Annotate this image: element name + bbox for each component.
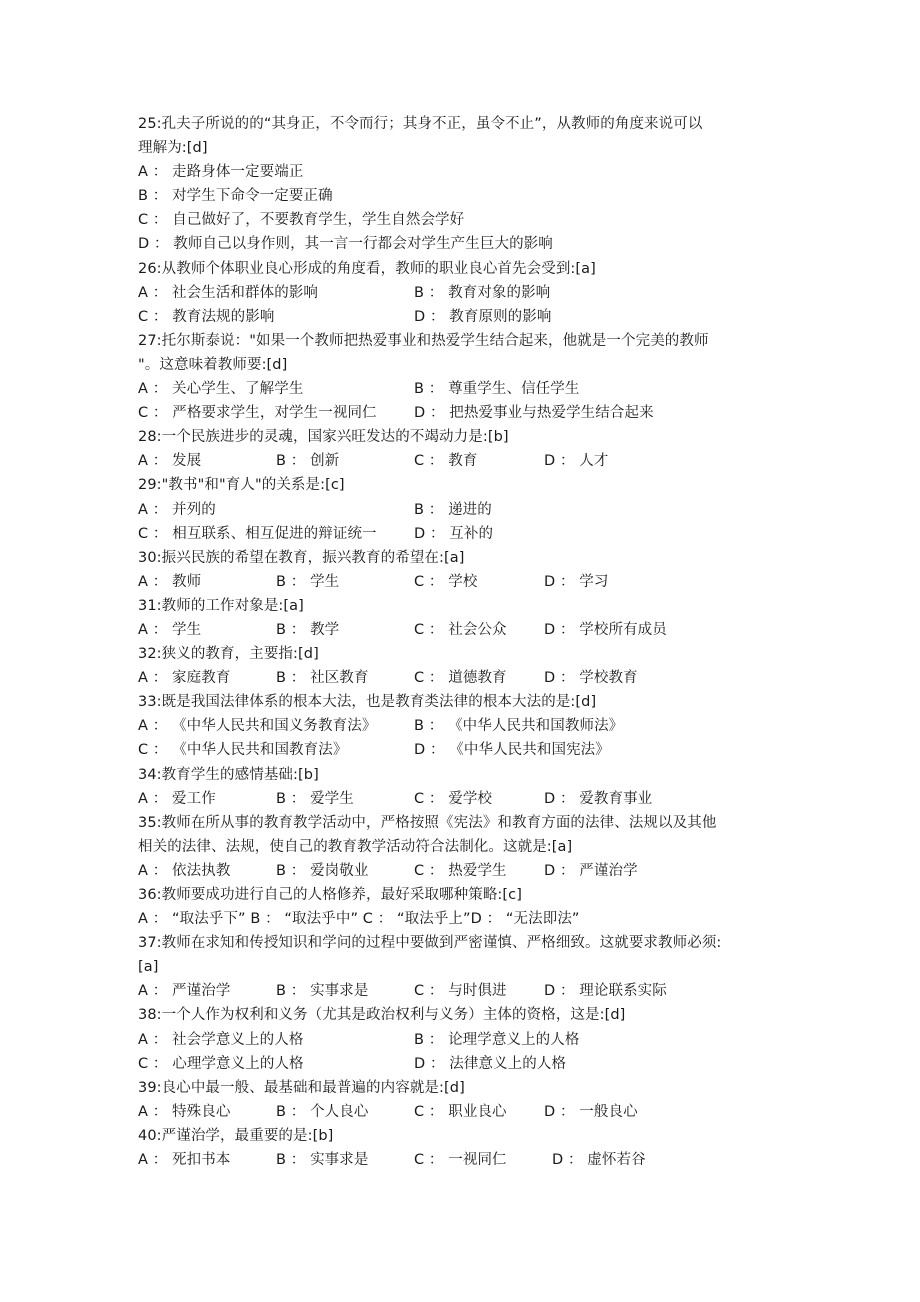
question-31-option-a: A ： 学生 bbox=[138, 621, 202, 638]
question-29-stem: 29:"教书"和"育人"的关系是:[c] bbox=[138, 477, 345, 494]
question-40-stem: 40:严谨治学，最重要的是:[b] bbox=[138, 1127, 334, 1144]
question-37-option-c: C ： 与时俱进 bbox=[414, 983, 507, 1000]
question-38-stem: 38:一个人作为权利和义务（尤其是政治权利与义务）主体的资格，这是:[d] bbox=[138, 1007, 626, 1024]
question-34-option-a: A ： 爱工作 bbox=[138, 790, 216, 807]
question-40-option-c: C ： 一视同仁 bbox=[414, 1152, 507, 1169]
question-35-option-d: D ： 严谨治学 bbox=[544, 862, 638, 879]
question-28-option-a: A ： 发展 bbox=[138, 453, 202, 470]
question-28-stem: 28:一个民族进步的灵魂，国家兴旺发达的不竭动力是:[b] bbox=[138, 429, 509, 446]
question-26-options-row1 bbox=[138, 281, 798, 305]
question-28-options bbox=[138, 449, 798, 473]
question-25-option-b: B ： 对学生下命令一定要正确 bbox=[138, 188, 333, 205]
question-31-stem: 31:教师的工作对象是:[a] bbox=[138, 597, 304, 614]
question-27-option-c: C ： 严格要求学生，对学生一视同仁 bbox=[138, 405, 377, 422]
question-26-stem: 26:从教师个体职业良心形成的角度看，教师的职业良心首先会受到:[a] bbox=[138, 260, 596, 277]
question-31-option-d: D ： 学校所有成员 bbox=[544, 621, 667, 638]
question-38-option-d: D ： 法律意义上的人格 bbox=[414, 1055, 567, 1072]
question-38-option-c: C ： 心理学意义上的人格 bbox=[138, 1055, 304, 1072]
question-33-stem: 33:既是我国法律体系的根本大法，也是教育类法律的根本大法的是:[d] bbox=[138, 694, 597, 711]
question-33-options-row1 bbox=[138, 714, 798, 738]
question-32-option-d: D ： 学校教育 bbox=[544, 670, 638, 687]
question-30-options bbox=[138, 570, 798, 594]
question-37-option-a: A ： 严谨治学 bbox=[138, 983, 231, 1000]
question-30-option-c: C ： 学校 bbox=[414, 573, 478, 590]
question-38-options-row1 bbox=[138, 1028, 798, 1052]
question-29-options-row1 bbox=[138, 498, 798, 522]
question-29-option-a: A ： 并列的 bbox=[138, 501, 216, 518]
question-32-options bbox=[138, 666, 798, 690]
question-36-stem: 36:教师要成功进行自己的人格修养，最好采取哪种策略:[c] bbox=[138, 887, 523, 903]
question-29-option-b: B ： 递进的 bbox=[414, 501, 492, 518]
question-26-option-b: B ： 教育对象的影响 bbox=[414, 284, 551, 301]
question-39-options bbox=[138, 1100, 798, 1124]
question-37-options bbox=[138, 979, 798, 1003]
question-40-option-a: A ： 死扣书本 bbox=[138, 1152, 231, 1169]
question-32-option-a: A ： 家庭教育 bbox=[138, 670, 231, 687]
question-34-stem: 34:教育学生的感情基础:[b] bbox=[138, 766, 319, 783]
question-40-option-d: D ： 虚怀若谷 bbox=[552, 1152, 646, 1169]
question-31-option-c: C ： 社会公众 bbox=[414, 621, 507, 638]
question-34-option-c: C ： 爱学校 bbox=[414, 790, 493, 807]
question-26-options-row2 bbox=[138, 305, 798, 329]
question-34-option-b: B ： 爱学生 bbox=[276, 790, 354, 807]
question-27-stem-cont: "。这意味着教师要:[d] bbox=[138, 356, 288, 373]
question-32-option-c: C ： 道德教育 bbox=[414, 670, 507, 687]
question-37-option-b: B ： 实事求是 bbox=[276, 983, 369, 1000]
question-31-option-b: B ： 教学 bbox=[276, 621, 340, 638]
question-27-option-b: B ： 尊重学生、信任学生 bbox=[414, 381, 580, 398]
question-33-option-b: B ： 《中华人民共和国教师法》 bbox=[414, 718, 624, 735]
question-27-options-row2 bbox=[138, 401, 798, 425]
question-27-option-a: A ： 关心学生、了解学生 bbox=[138, 381, 304, 398]
question-40-options bbox=[138, 1148, 798, 1172]
question-37-option-d: D ： 理论联系实际 bbox=[544, 983, 667, 1000]
question-35-options bbox=[138, 859, 798, 883]
question-27-option-d: D ： 把热爱事业与热爱学生结合起来 bbox=[414, 405, 654, 422]
question-39-option-c: C ： 职业良心 bbox=[414, 1103, 507, 1120]
question-25-option-c: C ： 自己做好了，不要教育学生，学生自然会学好 bbox=[138, 212, 465, 229]
question-26-option-c: C ： 教育法规的影响 bbox=[138, 308, 275, 325]
question-38-options-row2 bbox=[138, 1052, 798, 1076]
question-38-option-a: A ： 社会学意义上的人格 bbox=[138, 1031, 304, 1048]
question-29-option-c: C ： 相互联系、相互促进的辩证统一 bbox=[138, 525, 377, 542]
question-35-stem-cont: 相关的法律、法规，使自己的教育教学活动符合法制化。这就是:[a] bbox=[138, 838, 573, 855]
question-35-option-b: B ： 爱岗敬业 bbox=[276, 862, 369, 879]
question-34-options bbox=[138, 787, 798, 811]
question-31-options bbox=[138, 618, 798, 642]
question-33-options-row2 bbox=[138, 738, 798, 762]
question-25-stem-cont: 理解为:[d] bbox=[138, 140, 208, 157]
question-35-stem: 35:教师在所从事的教育教学活动中，严格按照《宪法》和教育方面的法律、法规以及其他 bbox=[138, 814, 717, 831]
question-25-option-a: A ： 走路身体一定要端正 bbox=[138, 164, 304, 181]
question-32-option-b: B ： 社区教育 bbox=[276, 670, 369, 687]
question-35-option-a: A ： 依法执教 bbox=[138, 862, 231, 879]
question-29-option-d: D ： 互补的 bbox=[414, 525, 494, 542]
question-26-option-a: A ： 社会生活和群体的影响 bbox=[138, 284, 319, 301]
question-34-option-d: D ： 爱教育事业 bbox=[544, 790, 653, 807]
question-30-stem: 30:振兴民族的希望在教育，振兴教育的希望在:[a] bbox=[138, 549, 465, 566]
question-39-option-d: D ： 一般良心 bbox=[544, 1103, 638, 1120]
question-30-option-a: A ： 教师 bbox=[138, 573, 202, 590]
question-39-option-a: A ： 特殊良心 bbox=[138, 1103, 231, 1120]
question-28-option-d: D ： 人才 bbox=[544, 453, 609, 470]
question-32-stem: 32:狭义的教育，主要指:[d] bbox=[138, 646, 319, 663]
question-37-stem: 37:教师在求知和传授知识和学问的过程中要做到严密谨慎、严格细致。这就要求教师必须: bbox=[138, 935, 722, 952]
question-25-stem: 25:孔夫子所说的的“其身正，不令而行；其身不正，虽令不止”，从教师的角度来说可以 bbox=[138, 116, 703, 132]
question-35-option-c: C ： 热爱学生 bbox=[414, 862, 507, 879]
question-28-option-b: B ： 创新 bbox=[276, 453, 340, 470]
question-36-options: A ： “取法乎下” B ： “取法乎中” C ： “取法乎上”D ： “无法即法” bbox=[138, 911, 580, 928]
question-30-option-b: B ： 学生 bbox=[276, 573, 340, 590]
question-25-option-d: D ： 教师自己以身作则，其一言一行都会对学生产生巨大的影响 bbox=[138, 236, 553, 253]
question-39-stem: 39:良心中最一般、最基础和最普遍的内容就是:[d] bbox=[138, 1079, 465, 1096]
question-27-stem: 27:托尔斯泰说："如果一个教师把热爱事业和热爱学生结合起来，他就是一个完美的教师 bbox=[138, 332, 709, 349]
question-37-stem-cont: [a] bbox=[138, 959, 159, 976]
question-33-option-c: C ： 《中华人民共和国教育法》 bbox=[138, 742, 348, 759]
question-27-options-row1 bbox=[138, 377, 798, 401]
question-29-options-row2 bbox=[138, 522, 798, 546]
document-body bbox=[138, 112, 798, 1172]
question-30-option-d: D ： 学习 bbox=[544, 573, 609, 590]
question-33-option-d: D ： 《中华人民共和国宪法》 bbox=[414, 742, 610, 759]
question-28-option-c: C ： 教育 bbox=[414, 453, 478, 470]
question-33-option-a: A ： 《中华人民共和国义务教育法》 bbox=[138, 718, 377, 735]
question-26-option-d: D ： 教育原则的影响 bbox=[414, 308, 552, 325]
question-38-option-b: B ： 论理学意义上的人格 bbox=[414, 1031, 580, 1048]
question-40-option-b: B ： 实事求是 bbox=[276, 1152, 369, 1169]
question-39-option-b: B ： 个人良心 bbox=[276, 1103, 369, 1120]
